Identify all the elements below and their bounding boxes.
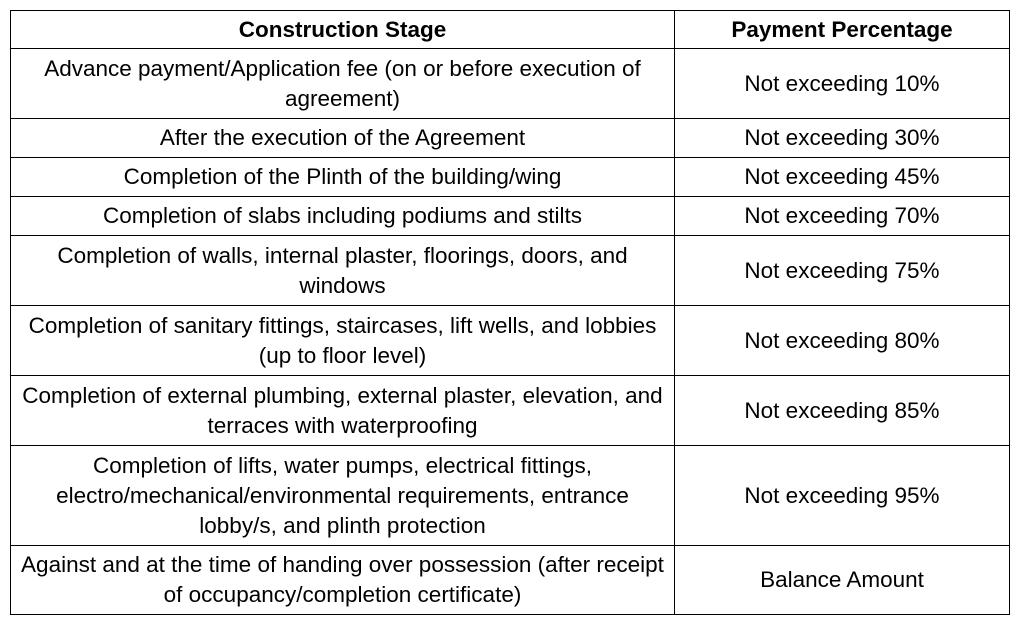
payment-schedule-table <box>10 10 1010 615</box>
stage-cell: Completion of walls, internal plaster, floorings, doors, and windows <box>11 236 675 306</box>
table-row <box>11 49 1010 119</box>
payment-cell: Not exceeding 80% <box>675 306 1010 376</box>
payment-cell: Not exceeding 45% <box>675 158 1010 197</box>
table-row <box>11 236 1010 306</box>
header-construction-stage: Construction Stage <box>11 11 675 49</box>
payment-cell: Not exceeding 95% <box>675 446 1010 546</box>
payment-cell: Not exceeding 10% <box>675 49 1010 119</box>
stage-cell: Completion of slabs including podiums and stilts <box>11 197 675 236</box>
stage-cell: After the execution of the Agreement <box>11 119 675 158</box>
table-row <box>11 197 1010 236</box>
stage-cell: Against and at the time of handing over possession (after receipt of occupancy/completion certificate) <box>11 546 675 615</box>
payment-cell: Not exceeding 75% <box>675 236 1010 306</box>
payment-cell: Not exceeding 30% <box>675 119 1010 158</box>
table-row <box>11 546 1010 615</box>
header-payment-percentage: Payment Percentage <box>675 11 1010 49</box>
table-row <box>11 119 1010 158</box>
stage-cell: Completion of the Plinth of the building/wing <box>11 158 675 197</box>
header-row <box>11 11 1010 49</box>
table-row <box>11 446 1010 546</box>
table-row <box>11 376 1010 446</box>
table-row <box>11 158 1010 197</box>
table-row <box>11 306 1010 376</box>
stage-cell: Completion of lifts, water pumps, electrical fittings, electro/mechanical/environmental requirements, entrance lobby/s, and plinth protection <box>11 446 675 546</box>
payment-cell: Not exceeding 85% <box>675 376 1010 446</box>
stage-cell: Completion of external plumbing, external plaster, elevation, and terraces with waterproofing <box>11 376 675 446</box>
stage-cell: Advance payment/Application fee (on or before execution of agreement) <box>11 49 675 119</box>
stage-cell: Completion of sanitary fittings, staircases, lift wells, and lobbies (up to floor level) <box>11 306 675 376</box>
payment-cell: Balance Amount <box>675 546 1010 615</box>
payment-cell: Not exceeding 70% <box>675 197 1010 236</box>
